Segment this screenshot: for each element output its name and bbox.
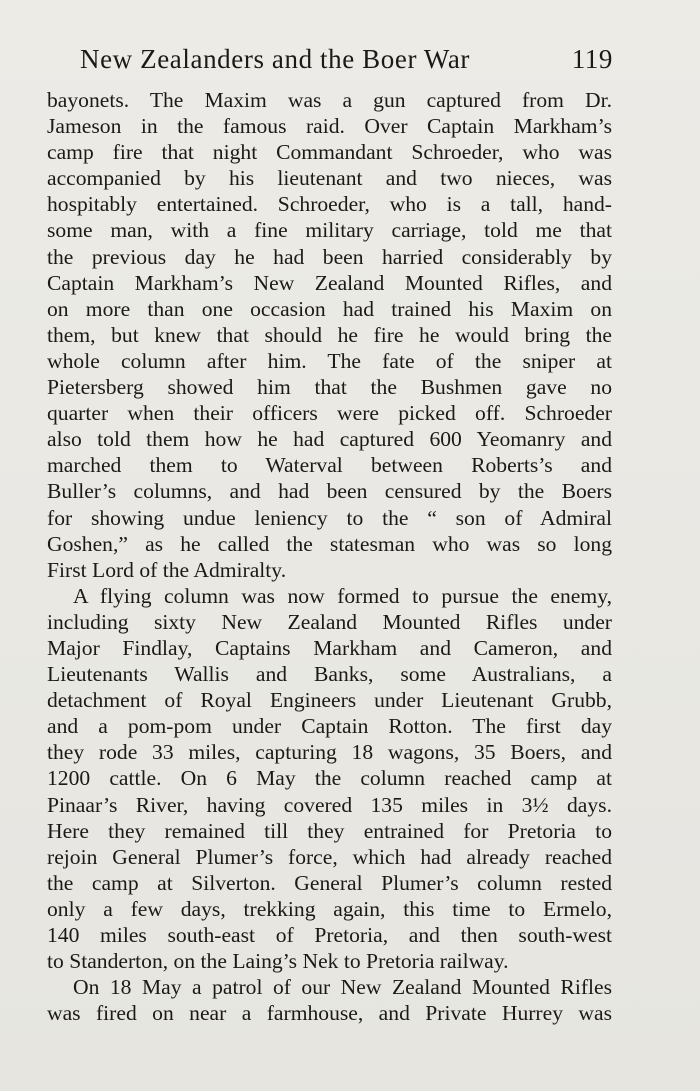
text-line: detachment of Royal Engineers under Lieutenant Grubb, [47,688,612,713]
text-line: and a pom-pom under Captain Rotton. The first day [47,714,612,739]
running-head-title: New Zealanders and the Boer War [80,44,471,74]
text-line: Buller’s columns, and had been censured by the Boers [47,479,612,504]
text-line: On 18 May a patrol of our New Zealand Mounted Rifles [73,975,612,1000]
text-line: only a few days, trekking again, this time to Ermelo, [47,896,612,921]
text-line: including sixty New Zealand Mounted Rifles under [47,609,612,634]
running-head [80,40,613,80]
text-line: quarter when their officers were picked off. Schroeder [47,401,612,426]
text-line: they rode 33 miles, capturing 18 wagons, 35 Boers, and [47,740,612,765]
text-line: hospitably entertained. Schroeder, who is a tall, hand- [47,192,612,217]
text-line: Lieutenants Wallis and Banks, some Australians, a [47,662,612,687]
text-line: Pinaar’s River, having covered 135 miles in 3½ days. [47,792,612,817]
text-line: A flying column was now formed to pursue the enemy, [73,583,612,608]
text-line: accompanied by his lieutenant and two nieces, was [47,166,612,191]
text-line: Jameson in the famous raid. Over Captain Markham’s [47,114,612,139]
text-line: on more than one occasion had trained his Maxim on [47,296,612,321]
text-line: for showing undue leniency to the “ son of Admiral [47,505,612,530]
text-line: marched them to Waterval between Roberts’s and [47,453,612,478]
body-text [47,87,612,1026]
page-number: 119 [571,44,613,74]
text-line: camp fire that night Commandant Schroeder, who was [47,140,612,165]
text-line: 1200 cattle. On 6 May the column reached camp at [47,766,612,791]
text-line: also told them how he had captured 600 Yeomanry and [47,427,612,452]
text-line: rejoin General Plumer’s force, which had already reached [47,844,612,869]
text-line: First Lord of the Admiralty. [47,557,287,582]
text-line: 140 miles south-east of Pretoria, and then south-west [47,923,612,947]
text-line: Goshen,” as he called the statesman who was so long [47,531,612,556]
text-line: bayonets. The Maxim was a gun captured from Dr. [47,88,612,112]
text-line: some man, with a fine military carriage, told me that [47,218,612,243]
text-line: Here they remained till they entrained for Pretoria to [47,818,612,843]
text-line: them, but knew that should he fire he would bring the [47,322,612,347]
text-line: Major Findlay, Captains Markham and Cameron, and [47,635,612,660]
text-line: the camp at Silverton. General Plumer’s column rested [47,870,612,895]
text-line: Pietersberg showed him that the Bushmen gave no [47,375,612,400]
text-line: whole column after him. The fate of the sniper at [47,348,612,373]
text-line: the previous day he had been harried considerably by [47,244,612,269]
text-line: was fired on near a farmhouse, and Private Hurrey was [47,1001,612,1026]
text-line: Captain Markham’s New Zealand Mounted Rifles, and [47,270,612,295]
text-line: to Standerton, on the Laing’s Nek to Pretoria railway. [47,949,509,974]
